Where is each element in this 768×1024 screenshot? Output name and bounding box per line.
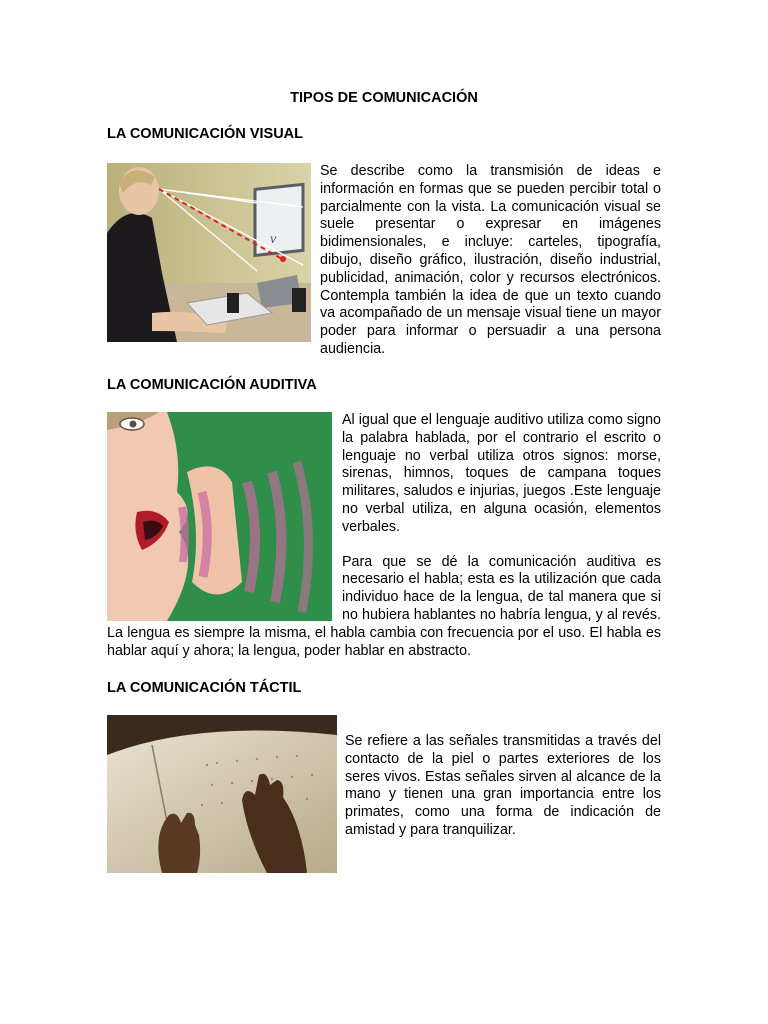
woman-viewing-monitor-photo (107, 163, 311, 342)
section-auditiva (107, 412, 661, 660)
heading-tactil: LA COMUNICACIÓN TÁCTIL (107, 680, 302, 696)
section-tactil (107, 715, 661, 873)
heading-auditiva: LA COMUNICACIÓN AUDITIVA (107, 377, 317, 393)
hands-reading-braille-photo (107, 715, 337, 873)
section-visual (107, 163, 661, 359)
paragraph-tactil-1: Se refiere a las señales transmitidas a través del contacto de la piel o partes exteriores de los seres vivos. Estas señales sirven al alcance de la mano y tienen una gran importancia entre los primates, como una forma de indicación de amistad y para tranquilizar. (345, 733, 661, 838)
svg-text:v: v (270, 232, 277, 247)
paragraph-visual-1: Se describe como la transmisión de ideas e información en formas que se pueden percibir total o parcialmente con la vista. La comunicación visual se suele presentar o expresar en imágenes bidimensionales, e incluye: carteles, tipografía, dibujo, diseño gráfico, ilustración, diseño industrial, publicidad, animación, color y recursos electrónicos. Contempla también la idea de que un texto cuando va acompañado de un mensaje visual tiene un mayor poder para informar o persuadir a una persona audiencia. (320, 163, 661, 357)
woman-shouting-sound-waves-photo (107, 412, 332, 621)
paragraph-auditiva-1: Al igual que el lenguaje auditivo utiliza como signo la palabra hablada, por el contrario el escrito o lenguaje no verbal utiliza otros signos: morse, sirenas, himnos, toques de campana toques militares, saludos e injurias, juegos .Este lenguaje no verbal utiliza, en alguna ocasión, elementos verbales. (342, 412, 661, 535)
paragraph-auditiva-2: Para que se dé la comunicación auditiva es necesario el habla; esta es la utilización que cada individuo hace de la lengua, de tal manera que si no hubiera hablantes no habría lengua, y al revés. La lengua es siempre la misma, el habla cambia con frecuencia por el uso. El habla es hablar aquí y ahora; la lengua, poder hablar en abstracto. (107, 553, 661, 659)
document-title: TIPOS DE COMUNICACIÓN (290, 90, 478, 106)
heading-visual: LA COMUNICACIÓN VISUAL (107, 126, 304, 142)
